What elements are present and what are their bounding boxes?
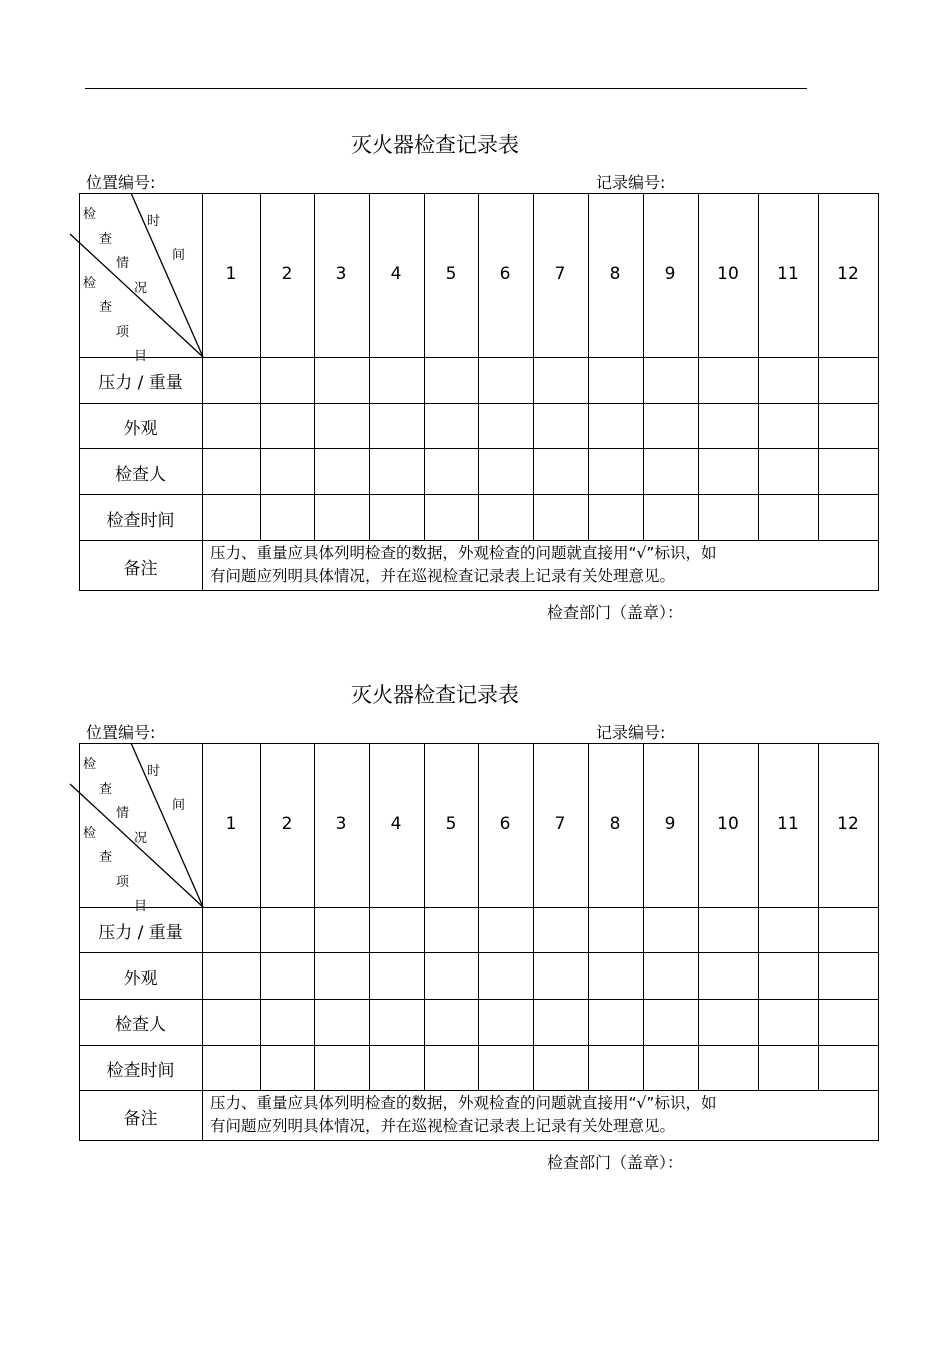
top-rule xyxy=(85,88,807,89)
column-number: 2 xyxy=(281,814,293,834)
diag-char: 项 xyxy=(116,875,130,890)
row-label-inspection-time: 检查时间 xyxy=(106,511,175,531)
column-number: 5 xyxy=(445,814,457,834)
diag-char: 时 xyxy=(147,214,161,229)
inspection-table xyxy=(79,193,879,591)
remarks-line: 有问题应列明具体情况，并在巡视检查记录表上记录有关处理意见。 xyxy=(210,1117,676,1135)
diag-char: 查 xyxy=(99,232,113,247)
column-number: 11 xyxy=(777,814,799,834)
diag-char: 况 xyxy=(134,281,148,296)
column-number: 6 xyxy=(499,264,511,284)
remarks-line: 有问题应列明具体情况，并在巡视检查记录表上记录有关处理意见。 xyxy=(210,567,676,585)
diag-char: 查 xyxy=(99,300,113,315)
remarks-text xyxy=(210,542,830,588)
row-label-appearance: 外观 xyxy=(123,969,158,989)
diag-char: 检 xyxy=(83,826,97,841)
remarks-line: 压力、重量应具体列明检查的数据，外观检查的问题就直接用“√”标识，如 xyxy=(210,1094,717,1112)
row-label-pressure-weight: 压力 / 重量 xyxy=(98,923,183,943)
form-title: 灭火器检查记录表 xyxy=(351,133,519,157)
column-number: 12 xyxy=(837,814,859,834)
diag-char: 目 xyxy=(134,899,148,914)
diag-char: 查 xyxy=(99,850,113,865)
column-number: 2 xyxy=(281,264,293,284)
column-number: 12 xyxy=(837,264,859,284)
row-label-remarks: 备注 xyxy=(123,1109,158,1129)
column-number: 4 xyxy=(390,814,402,834)
diag-char: 项 xyxy=(116,325,130,340)
column-number: 1 xyxy=(225,264,237,284)
row-label-appearance: 外观 xyxy=(123,419,158,439)
column-number: 4 xyxy=(390,264,402,284)
row-label-inspector: 检查人 xyxy=(115,465,166,485)
diag-char: 间 xyxy=(172,248,186,263)
inspection-form-1 xyxy=(0,129,950,629)
location-number-label: 位置编号: xyxy=(86,723,156,742)
location-number-label: 位置编号: xyxy=(86,173,156,192)
column-number: 7 xyxy=(554,264,566,284)
inspection-department-stamp: 检查部门（盖章）： xyxy=(547,1153,684,1172)
row-label-remarks: 备注 xyxy=(123,559,158,579)
form-title: 灭火器检查记录表 xyxy=(351,683,519,707)
diag-char: 时 xyxy=(147,764,161,779)
column-number: 11 xyxy=(777,264,799,284)
column-number: 7 xyxy=(554,814,566,834)
column-number: 9 xyxy=(664,814,676,834)
record-number-label: 记录编号: xyxy=(596,173,666,192)
diag-char: 情 xyxy=(116,256,130,271)
row-label-inspection-time: 检查时间 xyxy=(106,1061,175,1081)
column-number: 3 xyxy=(335,264,347,284)
remarks-line: 压力、重量应具体列明检查的数据，外观检查的问题就直接用“√”标识，如 xyxy=(210,544,717,562)
column-number: 6 xyxy=(499,814,511,834)
column-number: 10 xyxy=(717,264,739,284)
column-number: 8 xyxy=(609,814,621,834)
column-number: 8 xyxy=(609,264,621,284)
diag-char: 查 xyxy=(99,782,113,797)
record-number-label: 记录编号: xyxy=(596,723,666,742)
row-label-pressure-weight: 压力 / 重量 xyxy=(98,373,183,393)
inspection-department-stamp: 检查部门（盖章）： xyxy=(547,603,684,622)
column-number: 10 xyxy=(717,814,739,834)
column-number: 5 xyxy=(445,264,457,284)
diag-char: 目 xyxy=(134,349,148,364)
column-number: 1 xyxy=(225,814,237,834)
diag-char: 检 xyxy=(83,757,97,772)
remarks-text xyxy=(210,1092,830,1138)
column-number: 9 xyxy=(664,264,676,284)
inspection-table xyxy=(79,743,879,1141)
diag-char: 检 xyxy=(83,207,97,222)
diag-char: 况 xyxy=(134,831,148,846)
column-number: 3 xyxy=(335,814,347,834)
row-label-inspector: 检查人 xyxy=(115,1015,166,1035)
diag-char: 情 xyxy=(116,806,130,821)
diag-char: 检 xyxy=(83,276,97,291)
inspection-form-2 xyxy=(0,679,950,1179)
diag-char: 间 xyxy=(172,798,186,813)
